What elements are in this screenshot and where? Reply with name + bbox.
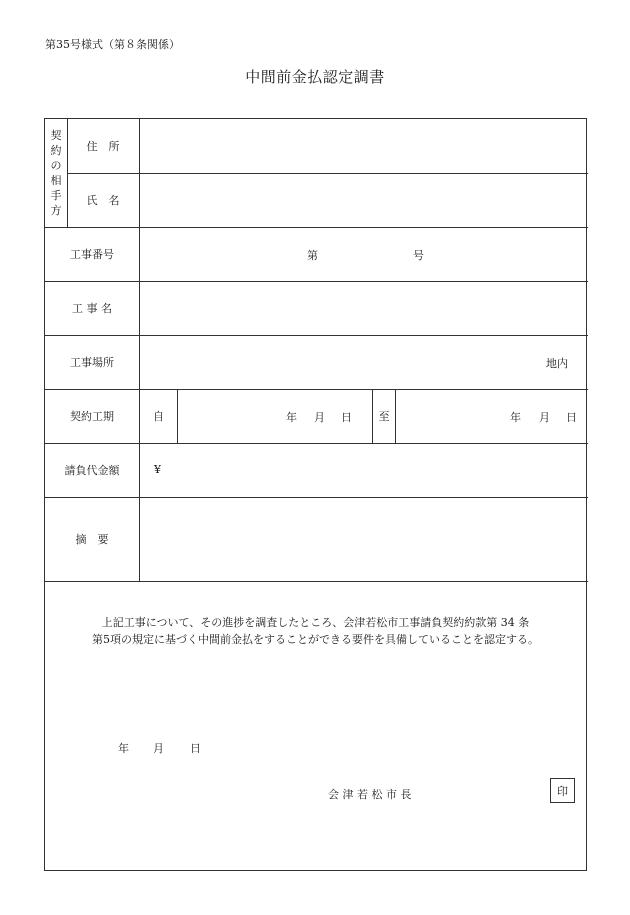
period-end-year: 年 [510, 411, 521, 424]
row-divider [45, 581, 588, 582]
name-field[interactable] [141, 173, 588, 227]
period-start-year: 年 [286, 411, 297, 424]
column-divider [139, 119, 140, 581]
contractor-group-char: 約 [50, 144, 62, 157]
period-from-label: 自 [153, 410, 164, 423]
remarks-label: 摘 要 [75, 533, 109, 546]
work-place-label: 工事場所 [70, 356, 114, 369]
yen-symbol: ¥ [154, 463, 161, 476]
document-title: 中間前金払認定調書 [245, 68, 385, 86]
work-name-label: 工 事 名 [72, 302, 112, 315]
certification-form-table [44, 118, 587, 871]
contractor-group-char: 相 [50, 174, 62, 187]
address-field[interactable] [141, 119, 588, 173]
contractor-group-char: 契 [50, 129, 62, 142]
work-name-field[interactable] [141, 281, 588, 335]
period-start-day: 日 [341, 411, 352, 424]
remarks-field[interactable] [141, 497, 588, 581]
seal-box: 印 [550, 778, 575, 803]
period-start-month: 月 [314, 411, 325, 424]
amount-field[interactable] [141, 443, 588, 497]
cert-date-day: 日 [190, 742, 201, 755]
name-label: 氏 名 [86, 194, 120, 207]
work-number-label: 工事番号 [70, 248, 114, 261]
work-number-field[interactable] [141, 227, 588, 281]
work-number-prefix: 第 [307, 249, 318, 262]
period-start-date-field[interactable] [178, 389, 372, 443]
contractor-group-char: 方 [50, 204, 62, 217]
work-number-suffix: 号 [413, 249, 424, 262]
contractor-group-char: の [50, 159, 62, 172]
work-place-suffix: 地内 [546, 357, 568, 370]
signer-name: 会 津 若 松 市 長 [328, 788, 412, 801]
address-label: 住 所 [86, 140, 120, 153]
form-number: 第35号様式（第８条関係） [45, 38, 180, 51]
certification-line-2: 第5項の規定に基づく中間前金払をすることができる要件を具備していることを認定する。 [92, 633, 539, 646]
contractor-group-label [45, 119, 67, 227]
amount-label: 請負代金額 [64, 464, 120, 477]
work-place-field[interactable] [141, 335, 588, 389]
period-end-day: 日 [566, 411, 577, 424]
certification-statement [44, 614, 587, 648]
period-end-date-field[interactable] [396, 389, 588, 443]
certification-line-1: 上記工事について、その進捗を調査したところ、会津若松市工事請負契約約款第 34 条 [101, 616, 530, 629]
cert-date-month: 月 [153, 742, 164, 755]
contractor-group-char: 手 [50, 189, 62, 202]
period-label: 契約工期 [70, 410, 114, 423]
period-to-label: 至 [378, 410, 390, 423]
period-end-month: 月 [539, 411, 550, 424]
cert-date-year: 年 [118, 742, 129, 755]
